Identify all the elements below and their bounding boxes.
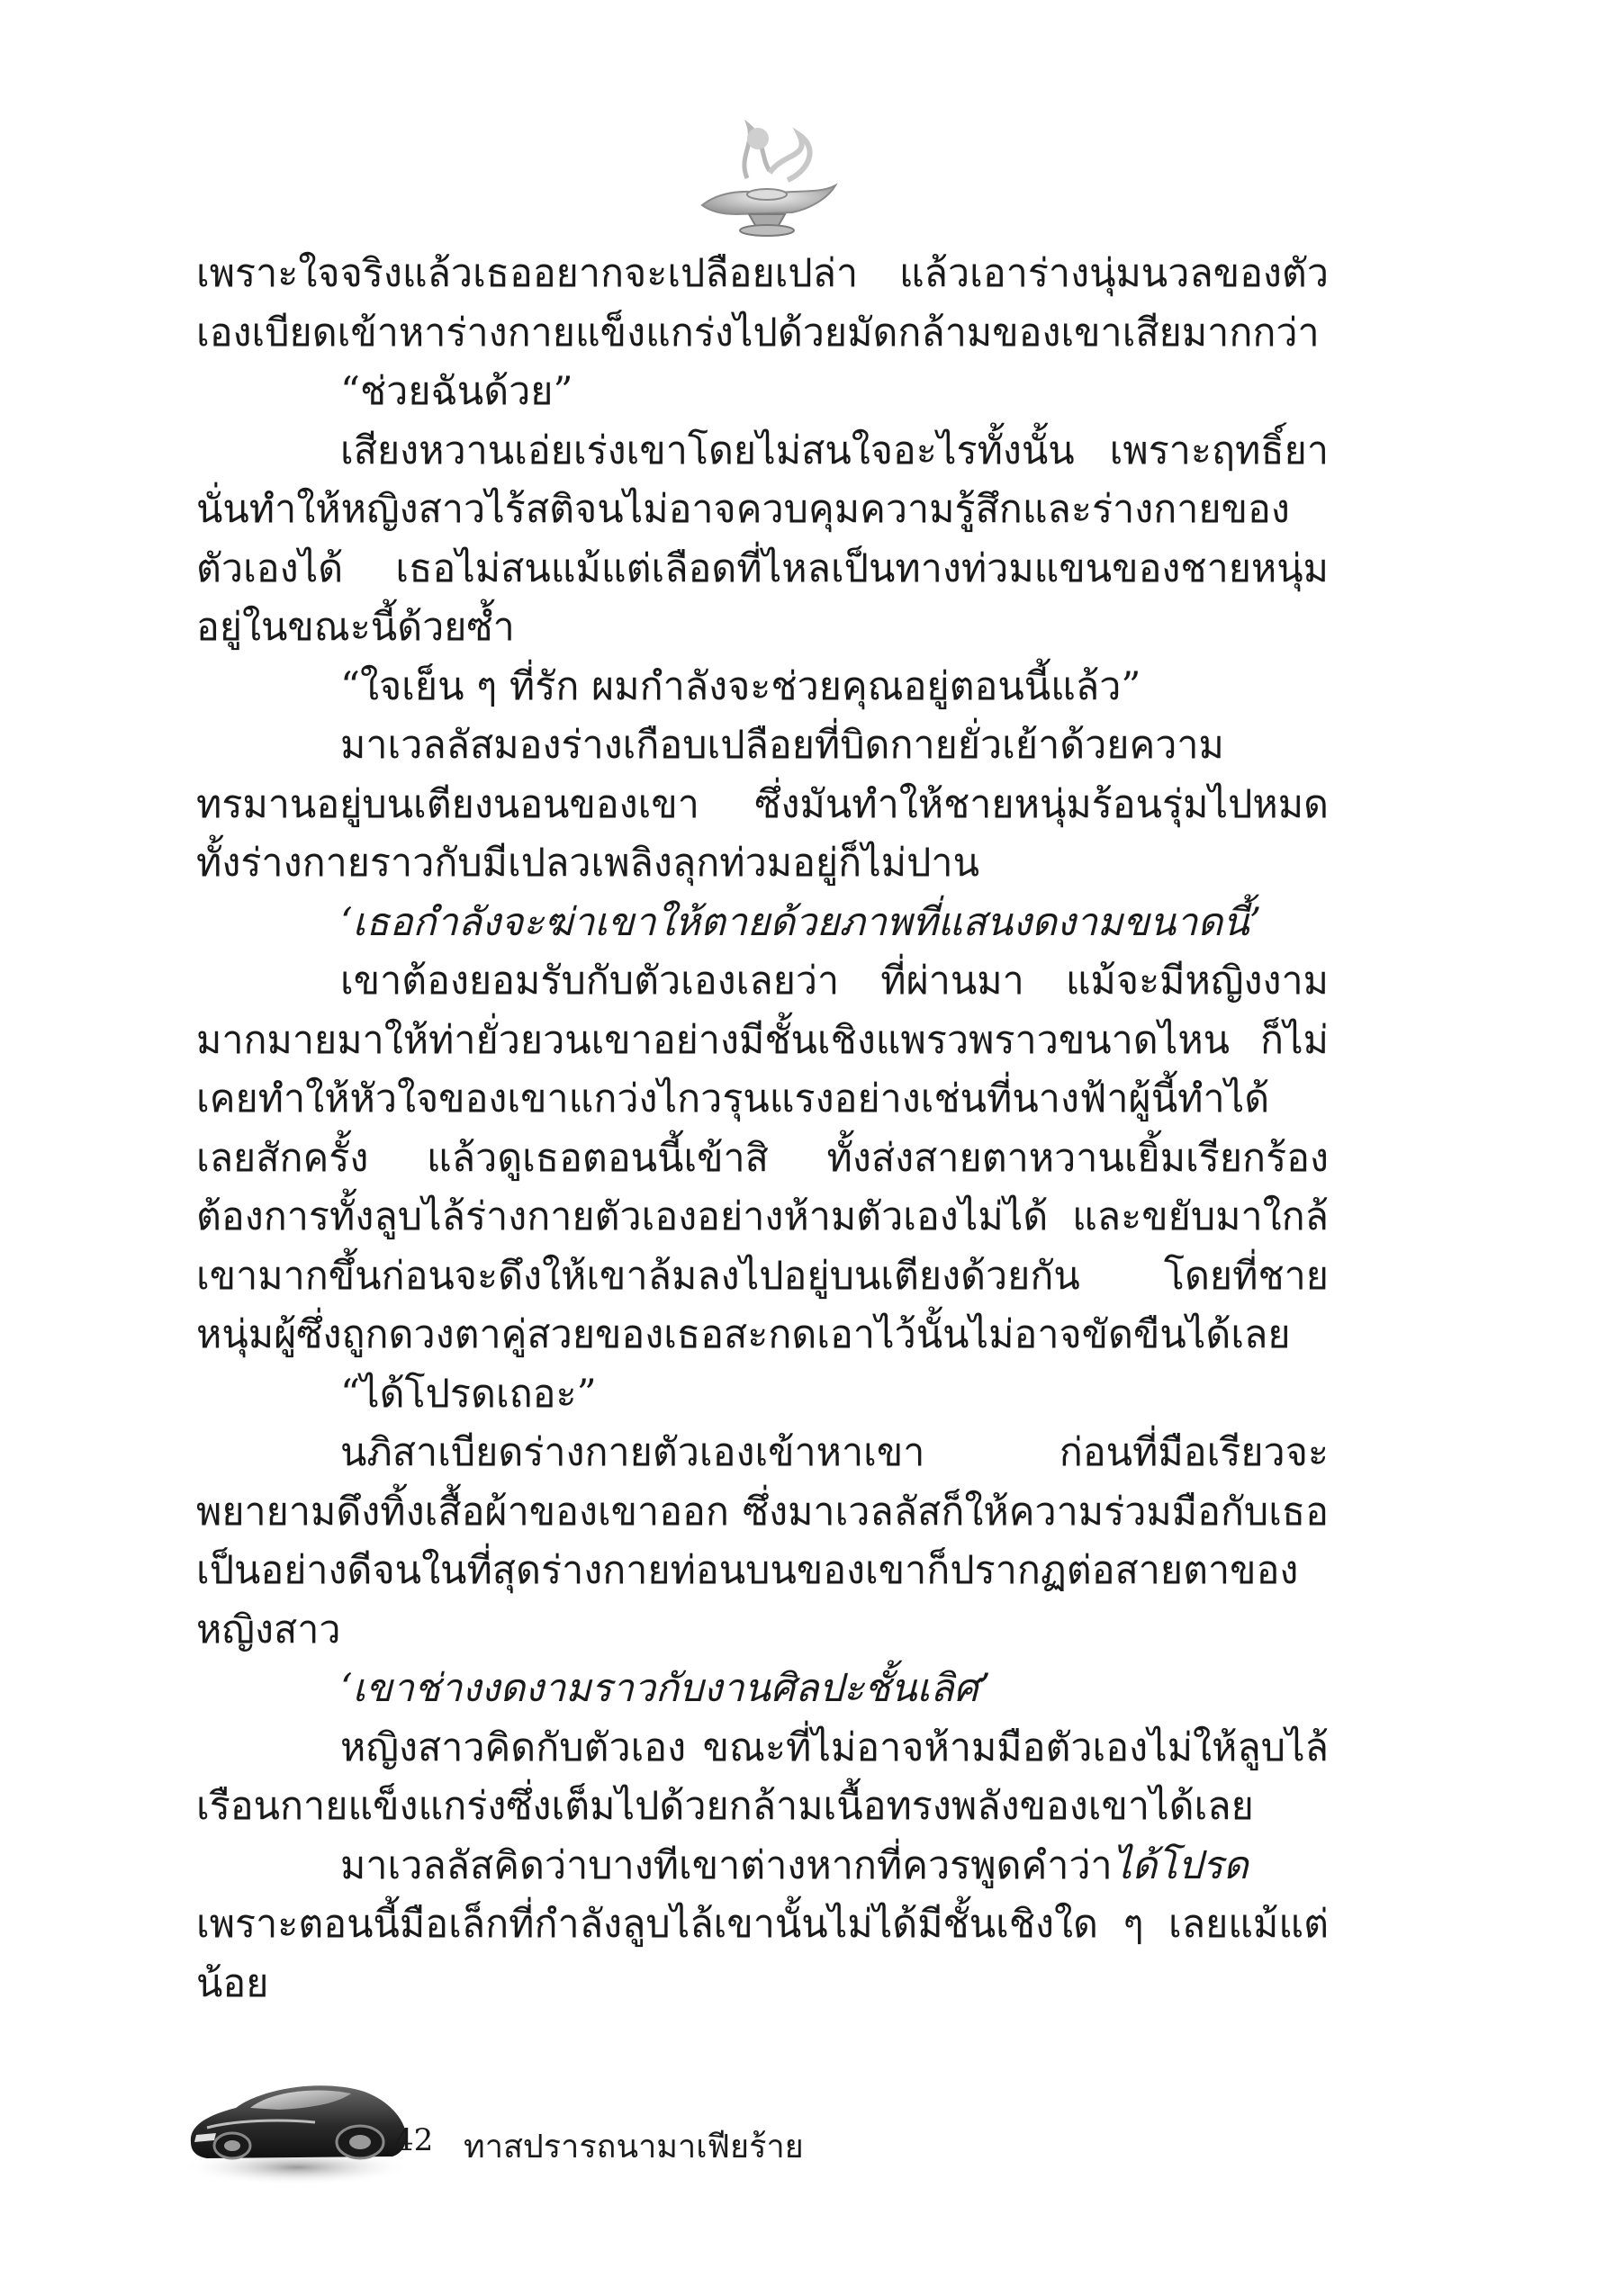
paragraph: หญิงสาวคิดกับตัวเอง ขณะที่ไม่อาจห้ามมือตัวเองไม่ให้ลูบไล้เรือนกายแข็งแกร่งซึ่งเต็มไปด้วยกล้ามเนื้อทรงพลังของเขาได้เลย (196, 1724, 1329, 1829)
inner-thought: ‘เขาช่างงดงามราวกับงานศิลปะชั้นเลิศ’ (340, 1666, 991, 1711)
inner-thought: ‘เธอกำลังจะฆ่าเขาให้ตายด้วยภาพที่แสนงดงามขนาดนี้’ (340, 899, 1262, 945)
dialogue-line: “ใจเย็น ๆ ที่รัก ผมกำลังจะช่วยคุณอยู่ตอนนี้แล้ว” (340, 663, 1141, 709)
car-icon (180, 2052, 414, 2187)
running-title: ทาสปรารถนามาเฟียร้าย (464, 2129, 804, 2165)
paragraph: นภิสาเบียดร่างกายตัวเองเข้าหาเขา ก่อนที่มือเรียวจะพยายามดึงทิ้งเสื้อผ้าของเขาออก ซึ่งมาเวลลัสก็ให้ความร่วมมือกับเธอเป็นอย่างดีจนในที่สุดร่างกายท่อนบนของเขาก็ปรากฏต่อสายตาของหญิงสาว (196, 1430, 1329, 1652)
genie-lamp-icon (684, 108, 846, 252)
dialogue-line: “ได้โปรดเถอะ” (340, 1371, 597, 1417)
paragraph: มาเวลลัสมองร่างเกือบเปลือยที่บิดกายยั่วเย้าด้วยความทรมานอยู่บนเตียงนอนของเขา ซึ่งมันทำให้ชายหนุ่มร้อนรุ่มไปหมดทั้งร่างกายราวกับมีเปลวเพลิงลุกท่วมอยู่ก็ไม่ปาน (196, 723, 1329, 886)
paragraph-last (196, 1837, 1329, 2014)
page-footer (180, 2043, 1260, 2196)
body-text (196, 245, 1329, 2013)
emphasis-text: ได้โปรด (1112, 1842, 1249, 1888)
text-run: เพราะตอนนี้มือเล็กที่กำลังลูบไล้เขานั้นไม่ได้มีชั้นเชิงใด ๆ เลยแม้แต่น้อย (196, 1902, 1329, 2006)
paragraph: เขาต้องยอมรับกับตัวเองเลยว่า ที่ผ่านมา แม้จะมีหญิงงามมากมายมาให้ท่ายั่วยวนเขาอย่างมีชั้นเชิงแพรวพราวขนาดไหน ก็ไม่เคยทำให้หัวใจของเขาแกว่งไกวรุนแรงอย่างเช่นที่นางฟ้าผู้นี้ทำได้เลยสักครั้ง แล้วดูเธอตอนนี้เข้าสิ ทั้งส่งสายตาหวานเยิ้มเรียกร้องต้องการทั้งลูบไล้ร่างกายตัวเองอย่างห้ามตัวเองไม่ได้ และขยับมาใกล้เขามากขึ้นก่อนจะดึงให้เขาล้มลงไปอยู่บนเตียงด้วยกัน โดยที่ชายหนุ่มผู้ซึ่งถูกดวงตาคู่สวยของเธอสะกดเอาไว้นั้นไม่อาจขัดขืนได้เลย (196, 959, 1329, 1357)
dialogue-line: “ช่วยฉันด้วย” (340, 369, 573, 414)
page-number: 42 (394, 2122, 434, 2158)
paragraph: เพราะใจจริงแล้วเธออยากจะเปลือยเปล่า แล้วเอาร่างนุ่มนวลของตัวเองเบียดเข้าหาร่างกายแข็งแกร่งไปด้วยมัดกล้ามของเขาเสียมากกว่า (196, 251, 1329, 356)
paragraph: เสียงหวานเอ่ยเร่งเขาโดยไม่สนใจอะไรทั้งนั้น เพราะฤทธิ์ยานั่นทำให้หญิงสาวไร้สติจนไม่อาจควบคุมความรู้สึกและร่างกายของตัวเองได้ เธอไม่สนแม้แต่เลือดที่ไหลเป็นทางท่วมแขนของชายหนุ่มอยู่ในขณะนี้ด้วยซ้ำ (196, 428, 1329, 650)
text-run: มาเวลลัสคิดว่าบางทีเขาต่างหากที่ควรพูดคำว่า (340, 1842, 1113, 1888)
